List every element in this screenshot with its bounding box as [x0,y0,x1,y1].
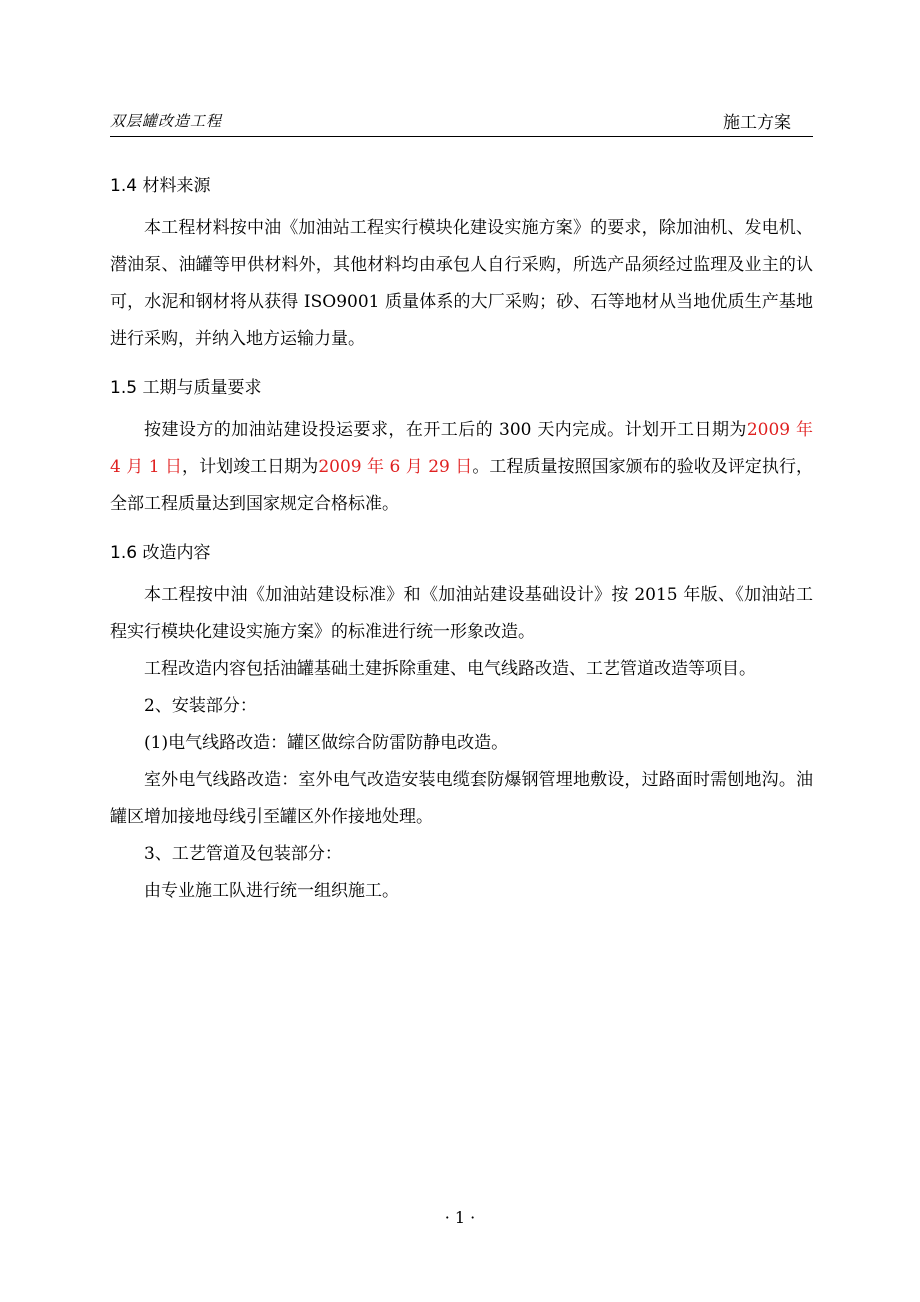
start-date: 2009 年 4 月 1 日 [110,420,813,477]
header-project-name: 双层罐改造工程 [110,112,223,130]
schedule-text-b: ，计划竣工日期为 [182,457,319,477]
header-doc-type: 施工方案 [723,113,791,133]
section-heading-schedule: 1.5 工期与质量要求 [110,378,262,398]
paragraph-outdoor-electrical: 室外电气线路改造：室外电气改造安装电缆套防爆钢管埋地敷设，过路面时需刨地沟。油罐区增加接地母线引至罐区外作接地处理。 [110,770,813,827]
document-body [110,160,813,910]
page-number: · 1 · [444,1208,476,1227]
end-date: 2009 年 6 月 29 日 [318,457,473,477]
paragraph-renovation-standard: 本工程按中油《加油站建设标准》和《加油站建设基础设计》按 2015 年版、《加油站工程实行模块化建设实施方案》的标准进行统一形象改造。 [110,585,813,642]
section-heading-renovation: 1.6 改造内容 [110,543,211,563]
paragraph-construction-team: 由专业施工队进行统一组织施工。 [144,881,399,901]
paragraph-electrical-item: (1)电气线路改造：罐区做综合防雷防静电改造。 [144,733,509,753]
paragraph-piping-title: 3、工艺管道及包装部分： [144,844,342,864]
paragraph-renovation-scope: 工程改造内容包括油罐基础土建拆除重建、电气线路改造、工艺管道改造等项目。 [144,659,756,679]
section-heading-materials: 1.4 材料来源 [110,176,211,196]
paragraph-installation-title: 2、安装部分： [144,696,257,716]
schedule-text-c: 。工程质量按照国家颁布的验收及评定执行，全部工程质量达到国家规定合格标准。 [110,457,814,514]
schedule-text-a: 按建设方的加油站建设投运要求，在开工后的 300 天内完成。计划开工日期为 [144,420,747,440]
paragraph-materials: 本工程材料按中油《加油站工程实行模块化建设实施方案》的要求，除加油机、发电机、潜油泵、油罐等甲供材料外，其他材料均由承包人自行采购，所选产品须经过监理及业主的认可，水泥和钢材将从获得 ISO9001 质量体系的大厂采购；砂、石等地材从当地优质生产基地进行采购，并纳入地方运输力量。 [110,218,813,349]
paragraph-schedule [110,412,813,523]
page-header [110,104,813,137]
